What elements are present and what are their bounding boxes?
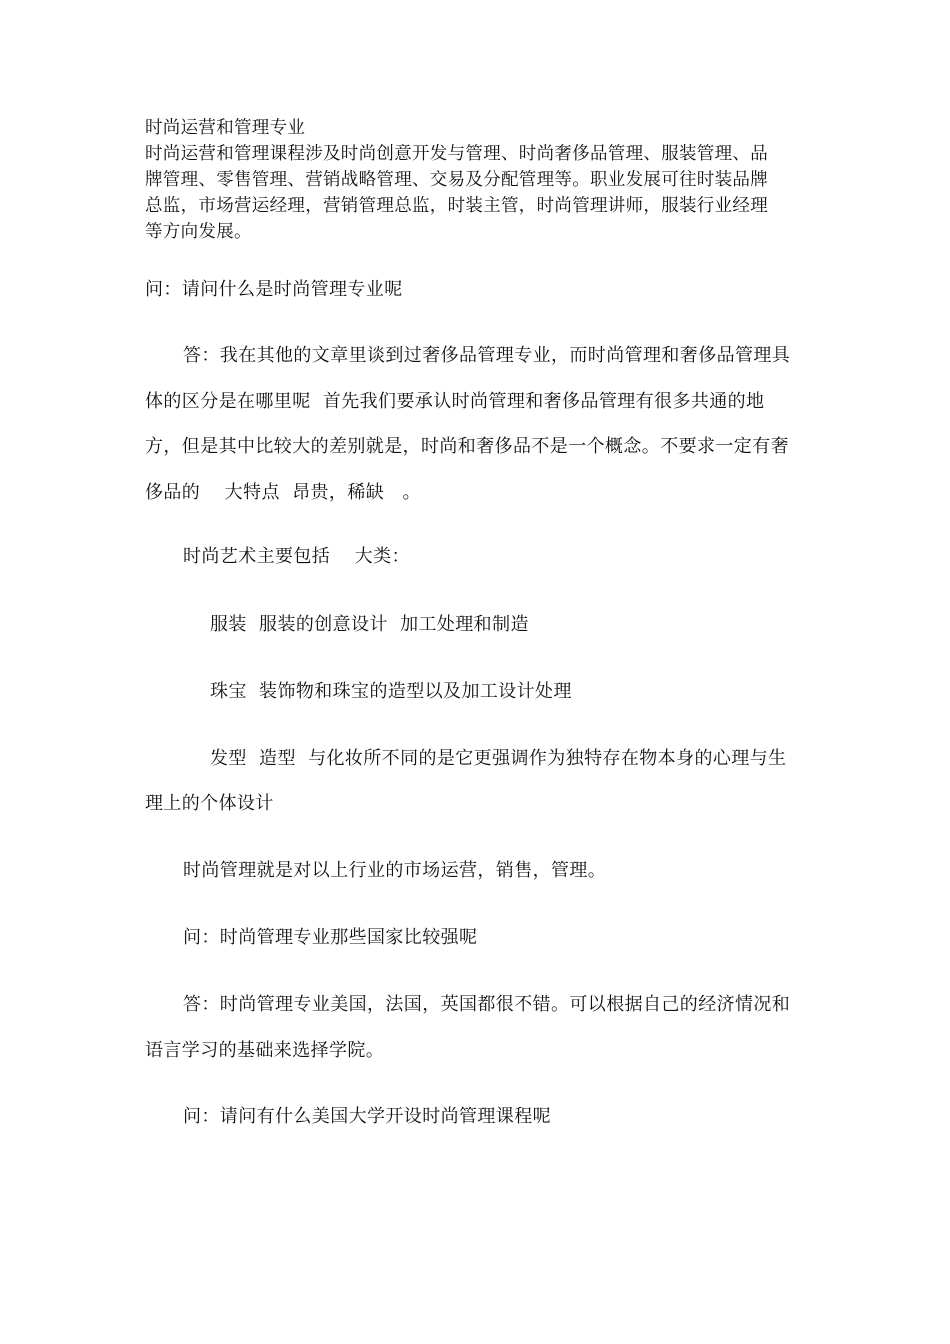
category-item: 发型 造型 与化妆所不同的是它更强调作为独特存在物本身的心理与生 [210,748,787,769]
question-2: 问：时尚管理专业那些国家比较强呢 [183,927,478,948]
intro-line: 等方向发展。 [145,222,252,242]
intro-line: 总监，市场营运经理，营销管理总监，时装主管，时尚管理讲师，服装行业经理 [145,196,768,216]
answer-1-line: 答：我在其他的文章里谈到过奢侈品管理专业，而时尚管理和奢侈品管理具 [183,345,791,366]
answer-2-line: 语言学习的基础来选择学院。 [145,1040,385,1061]
category-item: 珠宝 装饰物和珠宝的造型以及加工设计处理 [210,681,572,702]
category-continuation: 理上的个体设计 [145,793,274,814]
answer-1-line: 方，但是其中比较大的差别就是，时尚和奢侈品不是一个概念。不要求一定有奢 [145,436,789,457]
answer-1-line: 侈品的 大特点 昂贵，稀缺 。 [145,482,421,503]
intro-line: 牌管理、零售管理、营销战略管理、交易及分配管理等。职业发展可往时装品牌 [145,170,768,190]
fashion-art-intro: 时尚艺术主要包括 大类： [183,546,410,567]
question-1: 问：请问什么是时尚管理专业呢 [145,279,403,300]
intro-line: 时尚运营和管理课程涉及时尚创意开发与管理、时尚奢侈品管理、服装管理、品 [145,144,768,164]
question-3: 问：请问有什么美国大学开设时尚管理课程呢 [183,1106,551,1127]
document-title: 时尚运营和管理专业 [145,118,306,138]
management-summary: 时尚管理就是对以上行业的市场运营，销售，管理。 [183,860,607,881]
answer-1-line: 体的区分是在哪里呢 首先我们要承认时尚管理和奢侈品管理有很多共通的地 [145,391,765,412]
answer-2-line: 答：时尚管理专业美国，法国，英国都很不错。可以根据自己的经济情况和 [183,994,791,1015]
category-item: 服装 服装的创意设计 加工处理和制造 [210,614,529,635]
